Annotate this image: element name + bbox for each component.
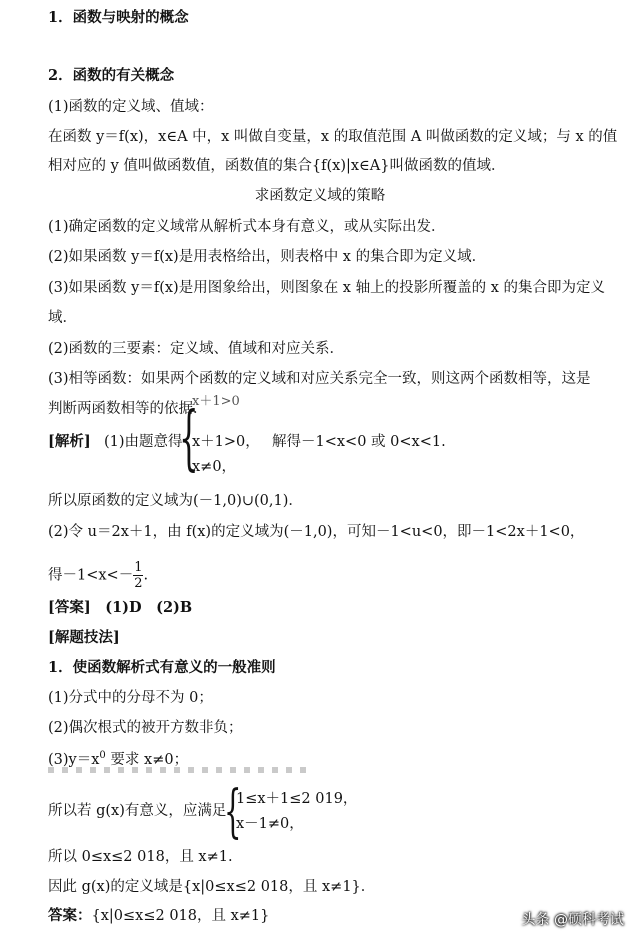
- rule-title: 1．使函数解析式有意义的一般准则: [48, 659, 276, 676]
- equal-functions-line-2: 判断两函数相等的依据．: [48, 401, 208, 417]
- definition-line-2: 相对应的 y 值叫做函数值，函数值的集合{f(x)|x∈A}叫做函数的值域．: [48, 158, 506, 174]
- answer-2-value: {x|0≤x≤2 018，且 x≠1}: [91, 908, 270, 924]
- system-2-row-2: x－1≠0，: [236, 816, 304, 832]
- definition-line-1: 在函数 y＝f(x)，x∈A 中，x 叫做自变量，x 的取值范围 A 叫做函数的定义域；与 x 的值: [48, 129, 618, 145]
- g-condition-prefix: 所以若 g(x)有意义，应满足: [48, 803, 227, 819]
- answer-2: [48, 906, 269, 926]
- domain-result: 所以原函数的定义域为(－1,0)∪(0,1)．: [48, 493, 303, 509]
- substitution-line: (2)令 u＝2x＋1，由 f(x)的定义域为(－1,0)，可知－1<u<0，即－1<2x＋1<0，: [48, 524, 585, 540]
- rule-2: (2)偶次根式的被开方数非负；: [48, 720, 243, 736]
- clipped-system-row: x＋1>0: [192, 394, 240, 409]
- strategy-title: 求函数定义域的策略: [254, 188, 386, 204]
- rule-3-exponent: 0: [99, 750, 106, 761]
- fraction-denominator: 2: [134, 576, 143, 591]
- section-2-title: 2．函数的有关概念: [48, 67, 175, 84]
- analysis-label: [解析]: [48, 433, 91, 450]
- system-1-row-1: x＋1>0，: [192, 434, 260, 450]
- strategy-item-2: (2)如果函数 y＝f(x)是用表格给出，则表格中 x 的集合即为定义域．: [48, 249, 487, 265]
- section-1-title: 1．函数与映射的概念: [48, 9, 189, 26]
- equal-functions-line-1: (3)相等函数：如果两个函数的定义域和对应关系完全一致，则这两个函数相等，这是: [48, 371, 591, 387]
- technique-label: [解题技法]: [48, 629, 120, 646]
- three-elements: (2)函数的三要素：定义域、值域和对应关系．: [48, 341, 345, 357]
- clipped-artifact-row: [48, 767, 308, 773]
- g-domain-line: 因此 g(x)的定义域是{x|0≤x≤2 018，且 x≠1}．: [48, 879, 376, 895]
- strategy-item-3-line-1: (3)如果函数 y＝f(x)是用图象给出，则图象在 x 轴上的投影所覆盖的 x 的集合即为定义: [48, 280, 605, 296]
- rule-3-suffix: 要求 x≠0；: [105, 751, 189, 768]
- strategy-item-1: (1)确定函数的定义域常从解析式本身有意义，或从实际出发．: [48, 219, 446, 235]
- g-range-line: 所以 0≤x≤2 018，且 x≠1.: [48, 849, 233, 865]
- analysis-part-1: (1)由题意得: [104, 434, 183, 450]
- strategy-item-3-line-2: 域．: [48, 310, 77, 326]
- system-1-solution: 解得－1<x<0 或 0<x<1.: [272, 434, 446, 450]
- result-suffix: .: [143, 567, 149, 584]
- system-1-row-2: x≠0，: [192, 459, 237, 475]
- system-brace-1: {: [179, 397, 199, 479]
- system-2-row-1: 1≤x＋1≤2 019，: [236, 791, 358, 807]
- answer-1: [答案] (1)D (2)B: [48, 599, 193, 616]
- result-prefix: 得－1<x<－: [48, 567, 134, 584]
- fraction-numerator: 1: [134, 560, 143, 575]
- result-line: [48, 560, 148, 591]
- fraction-one-half: [133, 560, 143, 591]
- answer-2-label: 答案：: [48, 907, 92, 924]
- domain-range-label: (1)函数的定义域、值域：: [48, 99, 214, 115]
- rule-1: (1)分式中的分母不为 0；: [48, 690, 213, 706]
- rule-3-prefix: (3)y＝x: [48, 751, 100, 768]
- system-brace-2: {: [224, 777, 242, 845]
- source-watermark: 头条 @硕科考试: [521, 912, 624, 928]
